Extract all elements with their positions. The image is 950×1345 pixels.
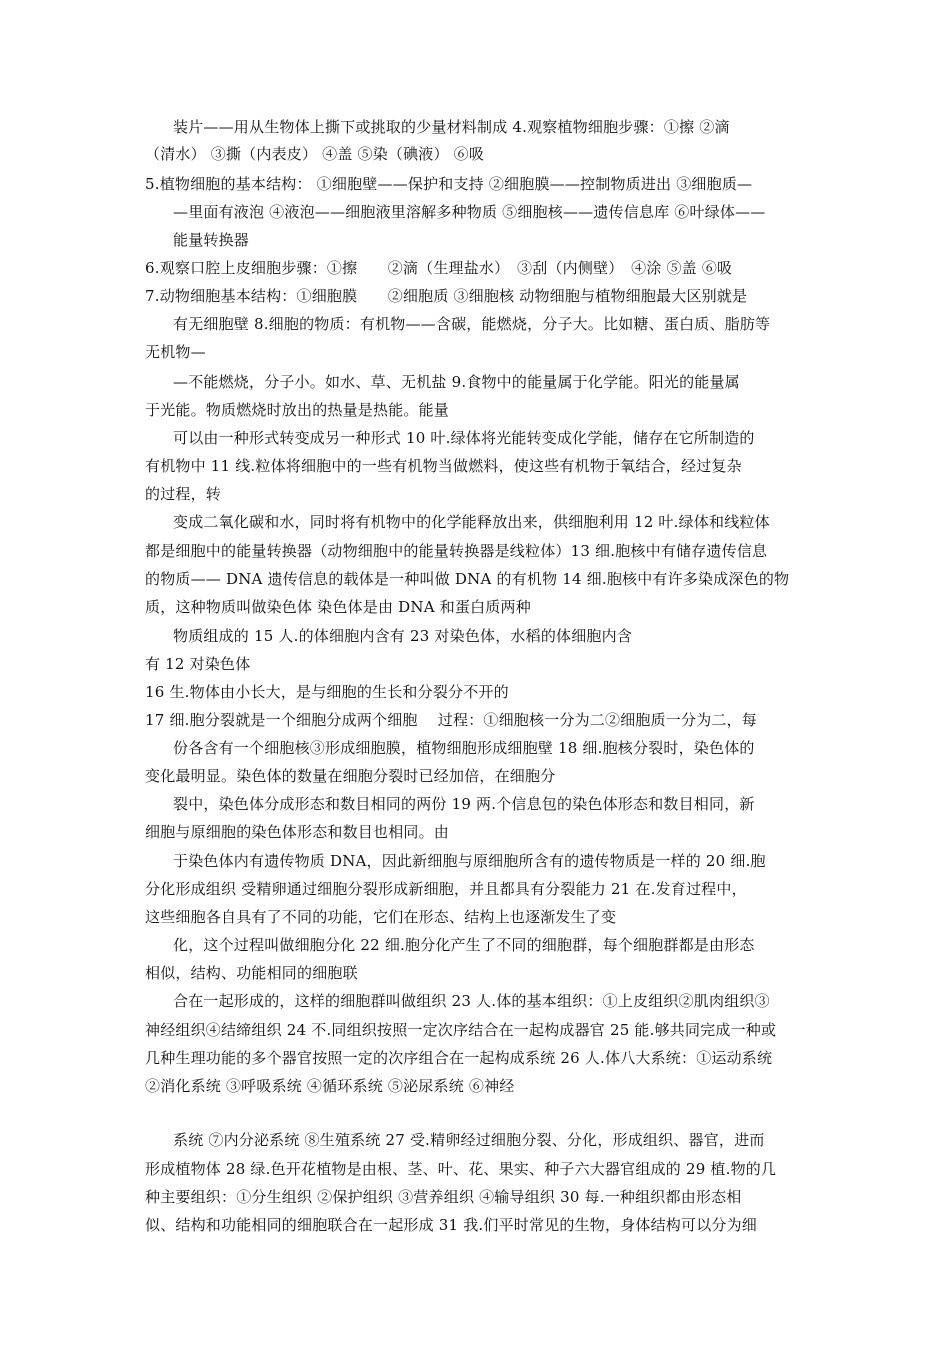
text-line: 化，这个过程叫做细胞分化 22 细.胞分化产生了不同的细胞群，每个细胞群都是由形态	[173, 936, 755, 954]
text-line: 这些细胞各自具有了不同的功能，它们在形态、结构上也逐渐发生了变	[145, 908, 617, 926]
text-line: 能量转换器	[173, 231, 250, 249]
text-line: 于染色体内有遗传物质 DNA，因此新细胞与原细胞所含有的遗传物质是一样的 20 细.胞	[173, 852, 766, 870]
text-line: 分化形成组织 受精卵通过细胞分裂形成新细胞，并且都具有分裂能力 21 在.发育过程中，	[145, 880, 747, 898]
text-line: —里面有液泡 ④液泡——细胞液里溶解多种物质 ⑤细胞核——遗传信息库 ⑥叶绿体——	[173, 203, 766, 221]
text-line: 几种生理功能的多个器官按照一定的次序组合在一起构成系统 26 人.体八大系统：①运动系统	[145, 1049, 773, 1067]
text-line: 变化最明显。染色体的数量在细胞分裂时已经加倍，在细胞分	[145, 767, 556, 785]
text-line: 有 12 对染色体	[145, 655, 251, 673]
text-line: —不能燃烧，分子小。如水、草、无机盐 9.食物中的能量属于化学能。阳光的能量属	[173, 373, 740, 391]
text-line: 形成植物体 28 绿.色开花植物是由根、茎、叶、花、果实、种子六大器官组成的 29 植.物的几	[145, 1160, 777, 1178]
text-line: 的物质—— DNA 遗传信息的载体是一种叫做 DNA 的有机物 14 细.胞核中有许多染成深色的物	[145, 570, 790, 588]
text-line: 5.植物细胞的基本结构： ①细胞壁——保护和支持 ②细胞膜——控制物质进出 ③细胞质—	[145, 175, 753, 193]
text-line: 神经组织④结缔组织 24 不.同组织按照一定次序结合在一起构成器官 25 能.够共同完成一种或	[145, 1021, 777, 1039]
text-line: 裂中，染色体分成形态和数目相同的两份 19 两.个信息包的染色体形态和数目相同，新	[173, 795, 755, 813]
text-line: 细胞与原细胞的染色体形态和数目也相同。由	[145, 823, 450, 841]
text-line: （清水） ③撕（内表皮） ④盖 ⑤染（碘液） ⑥吸	[145, 145, 485, 163]
text-line: 无机物—	[145, 343, 206, 361]
text-line: 系统 ⑦内分泌系统 ⑧生殖系统 27 受.精卵经过细胞分裂、分化，形成组织、器官，进而	[173, 1131, 765, 1149]
text-line: 合在一起形成的，这样的细胞群叫做组织 23 人.体的基本组织：①上皮组织②肌肉组织③	[173, 992, 770, 1010]
text-line: 17 细.胞分裂就是一个细胞分成两个细胞 过程：①细胞核一分为二②细胞质一分为二，每	[145, 711, 757, 729]
text-line: 似、结构和功能相同的细胞联合在一起形成 31 我.们平时常见的生物，身体结构可以分为细	[145, 1216, 757, 1234]
text-line: 变成二氧化碳和水，同时将有机物中的化学能释放出来，供细胞利用 12 叶.绿体和线粒体	[173, 513, 770, 531]
text-line: 相似，结构、功能相同的细胞联	[145, 964, 358, 982]
text-line: 有机物中 11 线.粒体将细胞中的一些有机物当做燃料，使这些有机物于氧结合，经过复杂	[145, 457, 742, 475]
text-line: 有无细胞壁 8.细胞的物质：有机物——含碳，能燃烧，分子大。比如糖、蛋白质、脂肪等	[173, 315, 771, 333]
text-line: 16 生.物体由小长大，是与细胞的生长和分裂分不开的	[145, 683, 509, 701]
text-line: 种主要组织：①分生组织 ②保护组织 ③营养组织 ④输导组织 30 每.一种组织都由形态相	[145, 1188, 742, 1206]
text-line: 6.观察口腔上皮细胞步骤：①擦 ②滴（生理盐水） ③刮（内侧壁） ④涂 ⑤盖 ⑥吸	[145, 259, 733, 277]
text-line: 可以由一种形式转变成另一种形式 10 叶.绿体将光能转变成化学能，储存在它所制造的	[173, 429, 755, 447]
text-line: 装片——用从生物体上撕下或挑取的少量材料制成 4.观察植物细胞步骤：①擦 ②滴	[173, 118, 730, 136]
text-line: 7.动物细胞基本结构：①细胞膜 ②细胞质 ③细胞核 动物细胞与植物细胞最大区别就是	[145, 287, 748, 305]
text-line: 份各含有一个细胞核③形成细胞膜，植物细胞形成细胞壁 18 细.胞核分裂时，染色体的	[173, 739, 755, 757]
text-line: 的过程，转	[145, 485, 222, 503]
text-line: ②消化系统 ③呼吸系统 ④循环系统 ⑤泌尿系统 ⑥神经	[145, 1077, 515, 1095]
text-line: 都是细胞中的能量转换器（动物细胞中的能量转换器是线粒体）13 细.胞核中有储存遗传信息	[145, 542, 768, 560]
text-line: 质，这种物质叫做染色体 染色体是由 DNA 和蛋白质两种	[145, 598, 531, 616]
text-line: 物质组成的 15 人.的体细胞内含有 23 对染色体，水稻的体细胞内含	[173, 627, 633, 645]
text-line: 于光能。物质燃烧时放出的热量是热能。能量	[145, 401, 450, 419]
